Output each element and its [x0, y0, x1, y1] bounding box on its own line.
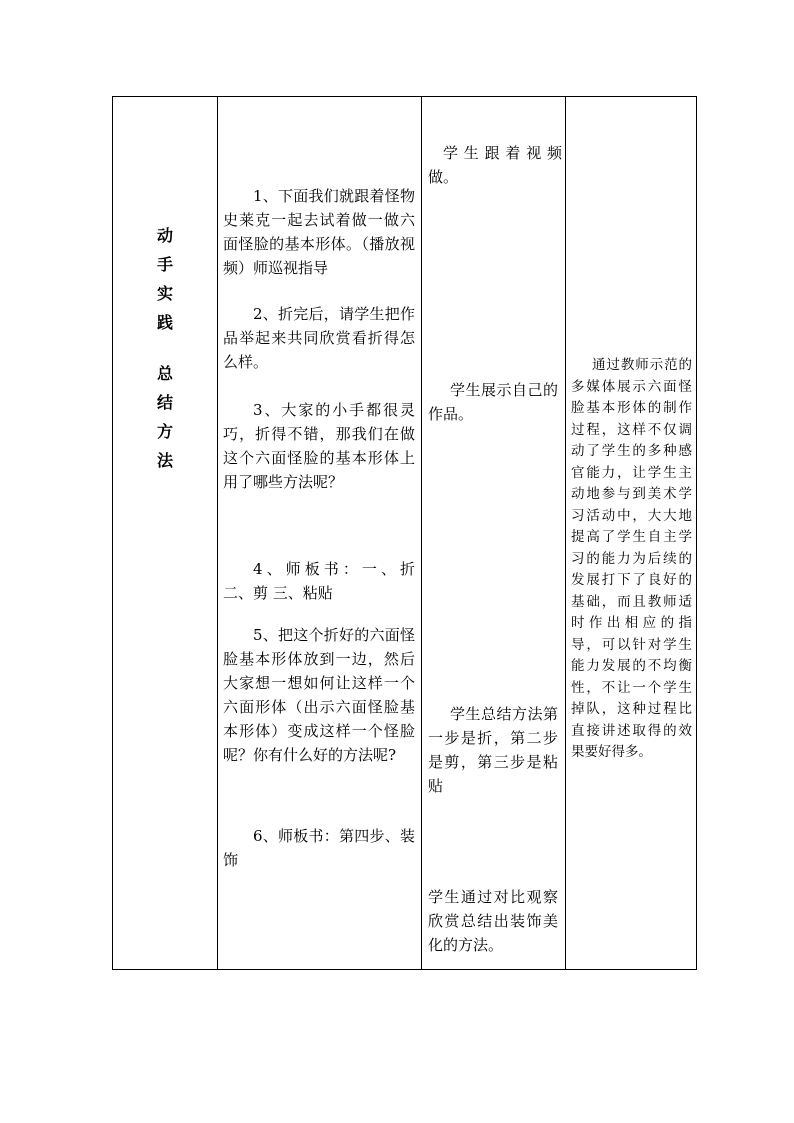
teacher-step-6: 6、师板书：第四步、装饰: [223, 827, 415, 869]
label-char: 手: [156, 255, 173, 274]
teacher-step-1: 1、下面我们就跟着怪物史莱克一起去试着做一做六面怪脸的基本形体。（播放视频）师巡视指导: [223, 187, 415, 277]
teacher-step-5: 5、把这个折好的六面怪脸基本形体放到一边，然后大家想一想如何让这样一个六面形体（出示六面怪脸基本形体）变成这样一个怪脸呢？你有什么好的方法呢?: [223, 626, 415, 764]
section-label-summary: [113, 359, 217, 475]
label-char: 法: [156, 451, 173, 470]
student-answer-1: 学生跟着视频做。: [428, 144, 562, 186]
design-intent-note: 通过教师示范的多媒体展示六面怪脸基本形体的制作过程，这样不仅调动了学生的多种感官能力，让学生主动地参与到美术学习活动中，大大地提高了学生自主学习的能力为后续的发展打下了良好的基础，而且教师适时作出相应的指导，可以针对学生能力发展的不均衡性，不让一个学生掉队，这种过程比直接讲述取得的效果要好得多。: [571, 357, 692, 760]
student-activity-cell: [422, 97, 565, 969]
student-answer-4: 学生通过对比观察欣赏总结出装饰美化的方法。: [428, 888, 558, 954]
section-label-cell: [113, 97, 217, 969]
label-char: 动: [156, 226, 173, 245]
section-label-practice: [113, 221, 217, 337]
design-intent-cell: [566, 97, 697, 969]
lesson-table: [112, 96, 697, 970]
label-char: 总: [156, 364, 173, 383]
teacher-step-2: 2、折完后，请学生把作品举起来共同欣赏看折得怎么样。: [223, 305, 415, 371]
teacher-step-4: 4、师板书：一、折 二、剪 三、粘贴: [223, 560, 415, 602]
teacher-activity-cell: [218, 97, 421, 969]
student-answer-2: 学生展示自己的作品。: [428, 381, 558, 423]
student-answer-3: 学生总结方法第一步是折，第二步是剪，第三步是粘贴: [428, 705, 558, 795]
label-char: 方: [156, 422, 173, 441]
teacher-step-3: 3、大家的小手都很灵巧，折得不错，那我们在做这个六面怪脸的基本形体上用了哪些方法呢？: [223, 401, 415, 491]
label-char: 结: [156, 393, 173, 412]
label-char: 实: [156, 284, 173, 303]
label-char: 践: [156, 313, 173, 332]
